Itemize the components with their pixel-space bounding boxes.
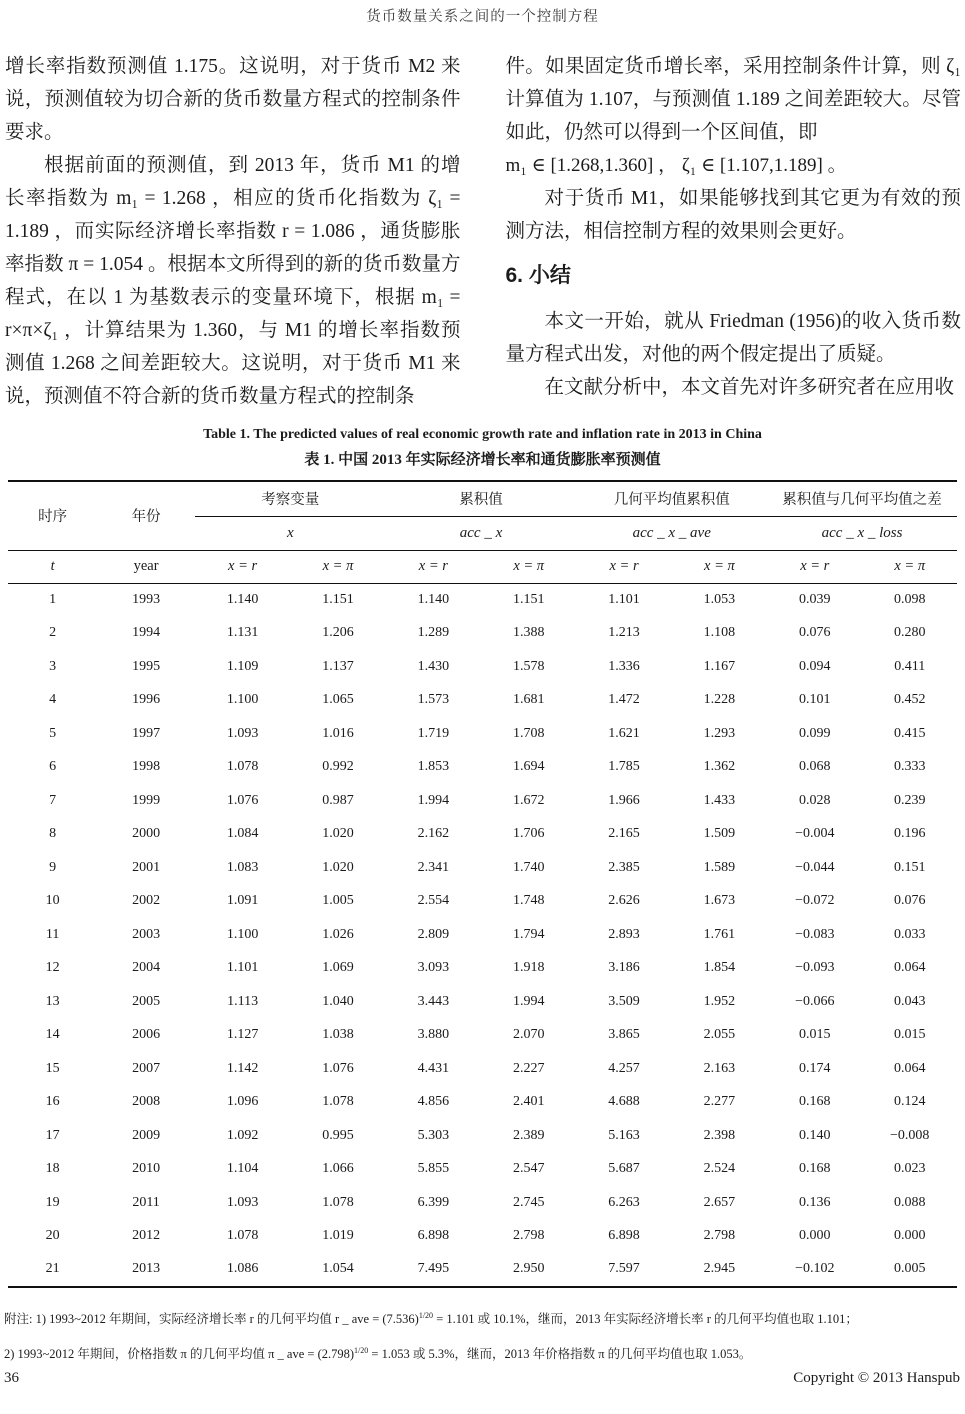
table-cell: 1.083 (226, 859, 259, 875)
table-cell: 2002 (132, 893, 161, 909)
table-cell: 1993 (132, 592, 161, 607)
table-cell: 1.167 (703, 658, 736, 674)
text-columns (5, 50, 961, 413)
table-cell: 19 (45, 1194, 60, 1210)
table-cell: 10 (45, 893, 60, 909)
table-cell: 1.853 (417, 759, 450, 775)
table-cell: 0.000 (893, 1228, 926, 1244)
table-cell: 0.015 (893, 1027, 926, 1043)
table-cell: 0.033 (893, 926, 926, 942)
table-cell: 0.280 (893, 625, 926, 641)
table-row (8, 952, 957, 986)
table-cell: 0.987 (322, 792, 354, 808)
table-cell: 0.415 (893, 725, 926, 741)
table-cell: 1.289 (417, 625, 450, 641)
table-cell: 2007 (132, 1060, 161, 1076)
table-cell: 0.028 (799, 792, 831, 808)
table-cell: 2.657 (703, 1194, 736, 1210)
table-cell: 0.151 (893, 859, 926, 875)
table-cell: 5.163 (608, 1127, 640, 1143)
table-cell: 2.893 (608, 926, 640, 942)
table-cell: 0.452 (893, 692, 926, 708)
table-cell: −0.083 (795, 926, 835, 942)
var-acc-x-loss: acc _ x _ loss (767, 516, 957, 550)
table-cell: 1.706 (512, 826, 545, 842)
table-cell: 2.398 (703, 1127, 736, 1143)
table-cell: 0.140 (799, 1127, 831, 1143)
table-cell: 1997 (132, 725, 161, 741)
table-cell: 1.140 (417, 592, 450, 607)
table-cell: 12 (45, 960, 60, 976)
paragraph: 增长率指数预测值 1.175。这说明，对于货币 M2 来说，预测值较为切合新的货币数量方程式的控制条件要求。 (5, 56, 461, 143)
table-cell: 6.898 (608, 1228, 640, 1244)
sub-header-x-r: x = r (195, 550, 290, 583)
footnote-line-2 (4, 1335, 961, 1370)
table-cell: −0.102 (795, 1261, 835, 1277)
table-cell: 1.694 (512, 759, 545, 775)
table-cell: 18 (45, 1161, 60, 1177)
table-cell: 0.064 (893, 1060, 926, 1076)
table-cell: 1.026 (322, 926, 354, 942)
table-cell: 5 (49, 725, 57, 741)
table-cell: 6.263 (608, 1194, 640, 1210)
table-cell: 2.950 (512, 1261, 545, 1277)
table-cell: 0.000 (799, 1228, 831, 1244)
table-cell: 1.084 (226, 826, 259, 842)
paragraph: 对于货币 M1，如果能够找到其它更为有效的预测方法，相信控制方程的效果则会更好。 (505, 188, 961, 242)
table-cell: 1.794 (512, 926, 545, 942)
table-cell: 1999 (132, 792, 161, 808)
table-cell: 2009 (132, 1127, 161, 1143)
table-cell: 0.239 (893, 792, 926, 808)
table-cell: −0.093 (795, 960, 835, 976)
table-cell: 1.005 (322, 893, 354, 909)
col-group-accumulated-value: 累积值 (386, 481, 577, 516)
table-cell: 1.672 (512, 792, 545, 808)
table-cell: 1.104 (226, 1161, 259, 1177)
table-cell: 1.228 (703, 692, 736, 708)
table-cell: 7.495 (417, 1261, 450, 1277)
sub-header-x-pi: x = π (481, 550, 576, 583)
table-cell: 11 (45, 926, 60, 942)
footnote-exponent: 1/20 (354, 1346, 369, 1356)
table-cell: 0.015 (799, 1027, 831, 1043)
sub-header-year: year (97, 550, 195, 583)
table-cell: 5.303 (417, 1127, 450, 1143)
table-cell: 2000 (132, 826, 161, 842)
table-cell: 1.430 (417, 658, 450, 674)
table-cell: 0.094 (799, 658, 831, 674)
footnotes (4, 1300, 961, 1370)
table-row (8, 751, 957, 785)
table-cell: 0.995 (322, 1127, 354, 1143)
table-cell: 7.597 (608, 1261, 640, 1277)
table-cell: 0.196 (893, 826, 926, 842)
footnote-text: = 1.053 或 5.3%，继而，2013 年价格指数 π 的几何平均值也取 1.053。 (368, 1347, 752, 1362)
footnote-text: 附注: 1) 1993~2012 年期间，实际经济增长率 r 的几何平均值 r _ ave = (7.536) (4, 1312, 419, 1327)
table-cell: 2.277 (703, 1094, 736, 1110)
table-cell: 1.952 (703, 993, 736, 1009)
table-cell: 1.100 (226, 692, 259, 708)
table-row (8, 918, 957, 952)
table-cell: 4 (49, 692, 57, 708)
table-cell: 0.168 (799, 1161, 831, 1177)
table-body (8, 583, 957, 1287)
table-cell: 1.433 (703, 792, 736, 808)
table-cell: 9 (49, 859, 57, 875)
table-cell: −0.066 (795, 993, 835, 1009)
table-cell: 1.388 (512, 625, 545, 641)
table-cell: 2.945 (703, 1261, 736, 1277)
table-cell: 0.101 (799, 692, 831, 708)
table-cell: 20 (45, 1228, 60, 1244)
table-cell: 1.020 (322, 859, 354, 875)
table-cell: 1.362 (703, 759, 736, 775)
var-x: x (195, 516, 386, 550)
sub-header-x-r: x = r (767, 550, 862, 583)
col-group-observed-variable: 考察变量 (195, 481, 386, 516)
table-caption-zh: 表 1. 中国 2013 年实际经济增长率和通货膨胀率预测值 (304, 452, 661, 468)
table-cell: 1.091 (226, 893, 259, 909)
table-cell: 1.100 (226, 926, 259, 942)
table-cell: 2012 (132, 1228, 161, 1244)
table-cell: 14 (45, 1027, 60, 1043)
left-column (5, 50, 461, 413)
sub-header-x-pi: x = π (862, 550, 957, 583)
table-cell: 1.509 (703, 826, 736, 842)
table-cell: 2.524 (703, 1161, 736, 1177)
table-cell: 1.578 (512, 658, 545, 674)
data-table (8, 480, 957, 1288)
table-cell: 1.092 (226, 1127, 259, 1143)
table-cell: 2013 (132, 1261, 161, 1277)
table-cell: 2003 (132, 926, 161, 942)
copyright-text: Copyright © 2013 Hanspub (793, 1370, 960, 1386)
table-cell: 0.333 (893, 759, 926, 775)
table-cell: 3 (49, 658, 57, 674)
table-cell: 0.992 (322, 759, 354, 775)
table-cell: −0.072 (795, 893, 835, 909)
table-cell: 17 (45, 1127, 60, 1143)
table-cell: 2.055 (703, 1027, 736, 1043)
table-cell: 4.257 (608, 1060, 640, 1076)
table-cell: 1.038 (322, 1027, 354, 1043)
page-number: 36 (4, 1370, 19, 1386)
table-row (8, 1220, 957, 1254)
table-cell: 1.151 (322, 592, 354, 607)
table-cell: 1.113 (227, 993, 259, 1009)
running-header: 货币数量关系之间的一个控制方程 (366, 9, 599, 25)
table-cell: 2.401 (512, 1094, 545, 1110)
table-cell: 1.065 (322, 692, 354, 708)
table-cell: 3.443 (417, 993, 450, 1009)
table-cell: 0.023 (893, 1161, 926, 1177)
table-cell: 8 (49, 826, 57, 842)
table-cell: 4.431 (417, 1060, 450, 1076)
table-cell: 1.109 (226, 658, 259, 674)
table-row (8, 583, 957, 617)
table-row (8, 985, 957, 1019)
paragraph: 件。如果固定货币增长率，采用控制条件计算，则 ζ₁ 计算值为 1.107，与预测值 1.189 之间差距较大。尽管如此，仍然可以得到一个区间值，即 (505, 56, 961, 143)
table-cell: 0.098 (893, 592, 926, 607)
table-cell: 1.078 (226, 759, 259, 775)
col-group-difference: 累积值与几何平均值之差 (767, 481, 957, 516)
table-cell: 0.088 (893, 1194, 926, 1210)
table-cell: 1.681 (512, 692, 545, 708)
table-cell: 1.293 (703, 725, 736, 741)
table-cell: 1.213 (608, 625, 640, 641)
table-cell: 1.078 (226, 1228, 259, 1244)
col-header-year: 年份 (97, 481, 195, 550)
table-cell: 1994 (132, 625, 161, 641)
table-cell: 2.341 (417, 859, 450, 875)
table-cell: 0.411 (894, 658, 926, 674)
table-cell: 1.621 (608, 725, 640, 741)
table-cell: 21 (45, 1261, 60, 1277)
table-cell: 1996 (132, 692, 161, 708)
paragraph: 在文献分析中，本文首先对许多研究者在应用收 (544, 377, 955, 398)
table-cell: 1.673 (703, 893, 736, 909)
table-cell: 2.547 (512, 1161, 545, 1177)
table-cell: 1.101 (608, 592, 640, 607)
table-cell: 3.865 (608, 1027, 640, 1043)
table-cell: 1.093 (226, 1194, 259, 1210)
table-cell: 1.854 (703, 960, 736, 976)
table-cell: 1.101 (226, 960, 259, 976)
var-acc-x: acc _ x (386, 516, 577, 550)
sub-header-t: t (8, 550, 97, 583)
table-cell: 1.589 (703, 859, 736, 875)
table-cell: 2.389 (512, 1127, 545, 1143)
table-cell: 1.053 (703, 592, 736, 607)
table-cell: 2005 (132, 993, 161, 1009)
table-cell: 1.785 (608, 759, 640, 775)
paragraph: 根据前面的预测值，到 2013 年，货币 M1 的增长率指数为 m₁ = 1.268 ，相应的货币化指数为 ζ₁ = 1.189 ，而实际经济增长率指数 r = 1.086 ，通货膨胀率指数 π = 1.054 。根据本文所得到的新的货币数量方程式，在以 1 为基数表示的变量环境下，根据 m₁ = r×π×ζ₁ ，计算结果为 1.360，与 M1 的增长率指数预测值 1.268 之间差距较大。这说明，对于货币 M1 来说，预测值不符合新的货币数量方程式的控制条 (5, 155, 461, 407)
table-cell: 5.855 (417, 1161, 450, 1177)
table-row (8, 684, 957, 718)
table-cell: −0.004 (795, 826, 835, 842)
table-cell: 0.068 (799, 759, 831, 775)
table-cell: 1.151 (512, 592, 545, 607)
right-column (506, 50, 962, 413)
table-header-sub-row (8, 550, 957, 583)
table-cell: 7 (49, 792, 57, 808)
table-row (8, 1052, 957, 1086)
table-cell: 1.472 (608, 692, 640, 708)
table-cell: 1.966 (608, 792, 640, 808)
table-row (8, 1186, 957, 1220)
table-cell: 1.076 (226, 792, 259, 808)
table-cell: 1.093 (226, 725, 259, 741)
table-cell: 1.748 (512, 893, 545, 909)
table-cell: 1.142 (226, 1060, 259, 1076)
table-cell: 0.064 (893, 960, 926, 976)
table-cell: 4.856 (417, 1094, 450, 1110)
table-cell: 1.020 (322, 826, 354, 842)
table-row (8, 851, 957, 885)
table-cell: 5.687 (608, 1161, 640, 1177)
table-cell: 1.140 (226, 592, 259, 607)
table-cell: 2.070 (512, 1027, 545, 1043)
table-cell: 1995 (132, 658, 161, 674)
table-cell: 2.165 (608, 826, 640, 842)
table-cell: 1.054 (322, 1261, 354, 1277)
table-header-group-row (8, 481, 957, 516)
table-cell: 1.994 (417, 792, 450, 808)
table-cell: 1.918 (512, 960, 545, 976)
table-cell: 1.994 (512, 993, 545, 1009)
table-cell: 15 (45, 1060, 60, 1076)
table-cell: 1.573 (417, 692, 450, 708)
table-row (8, 1253, 957, 1287)
table-row (8, 617, 957, 651)
table-cell: 2.745 (512, 1194, 545, 1210)
table-cell: 6 (49, 759, 57, 775)
table-cell: 2.385 (608, 859, 640, 875)
sub-header-x-pi: x = π (672, 550, 767, 583)
table-cell: 2.554 (417, 893, 450, 909)
table-cell: 2010 (132, 1161, 161, 1177)
table-cell: 0.168 (799, 1094, 831, 1110)
section-heading: 6. 小结 (505, 264, 571, 287)
table-cell: 0.005 (893, 1261, 926, 1277)
formula-line: m₁ ∈ [1.268,1.360] ， ζ₁ ∈ [1.107,1.189] 。 (505, 155, 847, 176)
table-cell: 6.898 (417, 1228, 450, 1244)
table-cell: 13 (45, 993, 60, 1009)
table-cell: 0.174 (799, 1060, 831, 1076)
table-caption-en: Table 1. The predicted values of real economic growth rate and inflation rate in 2013 in China (203, 427, 762, 442)
table-cell: −0.044 (795, 859, 835, 875)
table-cell: 1.761 (703, 926, 736, 942)
table-cell: 2004 (132, 960, 161, 976)
table-cell: 2.163 (703, 1060, 736, 1076)
table-cell: 3.093 (417, 960, 450, 976)
table-cell: 1.016 (322, 725, 354, 741)
table-row (8, 1086, 957, 1120)
table-cell: 1.076 (322, 1060, 354, 1076)
table-cell: 1.108 (703, 625, 736, 641)
table-cell: 0.043 (893, 993, 926, 1009)
table-row (8, 1019, 957, 1053)
table-cell: 0.039 (799, 592, 831, 607)
table-row (8, 784, 957, 818)
table-cell: 1.069 (322, 960, 354, 976)
table-cell: 3.186 (608, 960, 640, 976)
table-cell: 1.719 (417, 725, 450, 741)
table-cell: 1.740 (512, 859, 545, 875)
table-cell: 6.399 (417, 1194, 450, 1210)
table-cell: 16 (45, 1094, 60, 1110)
col-group-geo-mean-accumulated: 几何平均值累积值 (576, 481, 767, 516)
table-cell: 1.078 (322, 1194, 354, 1210)
footnote-text: = 1.101 或 10.1%，继而，2013 年实际经济增长率 r 的几何平均值也取 1.101； (433, 1312, 858, 1327)
table-row (8, 717, 957, 751)
table-cell: 1.131 (226, 625, 259, 641)
table-cell: 2.227 (512, 1060, 545, 1076)
sub-header-x-r: x = r (576, 550, 671, 583)
table-cell: 3.880 (417, 1027, 450, 1043)
table-cell: 1.096 (226, 1094, 259, 1110)
table-cell: 1.040 (322, 993, 354, 1009)
table-cell: 1.336 (608, 658, 640, 674)
table-row (8, 650, 957, 684)
table-row (8, 885, 957, 919)
table-cell: 2.809 (417, 926, 450, 942)
table-cell: 2 (49, 625, 57, 641)
table-cell: 1.019 (322, 1228, 354, 1244)
table-row (8, 1153, 957, 1187)
table-cell: 0.136 (799, 1194, 831, 1210)
table-cell: 1.137 (322, 658, 354, 674)
table-cell: 0.124 (893, 1094, 926, 1110)
table-cell: 2.798 (512, 1228, 545, 1244)
table-cell: 0.076 (799, 625, 831, 641)
table-row (8, 1119, 957, 1153)
paragraph: 本文一开始，就从 Friedman (1956)的收入货币数量方程式出发，对他的两个假定提出了质疑。 (505, 311, 961, 365)
footnote-exponent: 1/20 (418, 1311, 434, 1320)
table-cell: 1.078 (322, 1094, 354, 1110)
table-cell: 1.206 (322, 625, 354, 641)
table-cell: 2.162 (417, 826, 450, 842)
table-cell: 1.127 (226, 1027, 259, 1043)
table-cell: 2006 (132, 1027, 161, 1043)
table-cell: 1.066 (322, 1161, 354, 1177)
table-cell: 0.099 (799, 725, 831, 741)
table-cell: 2.798 (703, 1228, 736, 1244)
sub-header-x-pi: x = π (290, 550, 385, 583)
table-cell: 1.708 (512, 725, 545, 741)
table-cell: 2001 (132, 859, 161, 875)
table-cell: 0.076 (893, 893, 926, 909)
table-cell: 1.086 (226, 1261, 259, 1277)
footnote-line-1 (4, 1300, 961, 1335)
table-row (8, 818, 957, 852)
table-cell: 4.688 (608, 1094, 640, 1110)
table-header (8, 481, 957, 583)
table-cell: 1998 (132, 759, 161, 775)
table-cell: 1 (49, 592, 57, 607)
col-header-time: 时序 (8, 481, 97, 550)
table-cell: 2011 (132, 1194, 160, 1210)
table-cell: 3.509 (608, 993, 640, 1009)
table-cell: 2008 (132, 1094, 161, 1110)
table-cell: −0.008 (890, 1127, 930, 1143)
sub-header-x-r: x = r (386, 550, 481, 583)
footnote-text: 2) 1993~2012 年期间，价格指数 π 的几何平均值 π _ ave = (2.798) (4, 1347, 355, 1362)
var-acc-x-ave: acc _ x _ ave (576, 516, 767, 550)
table-cell: 2.626 (608, 893, 640, 909)
